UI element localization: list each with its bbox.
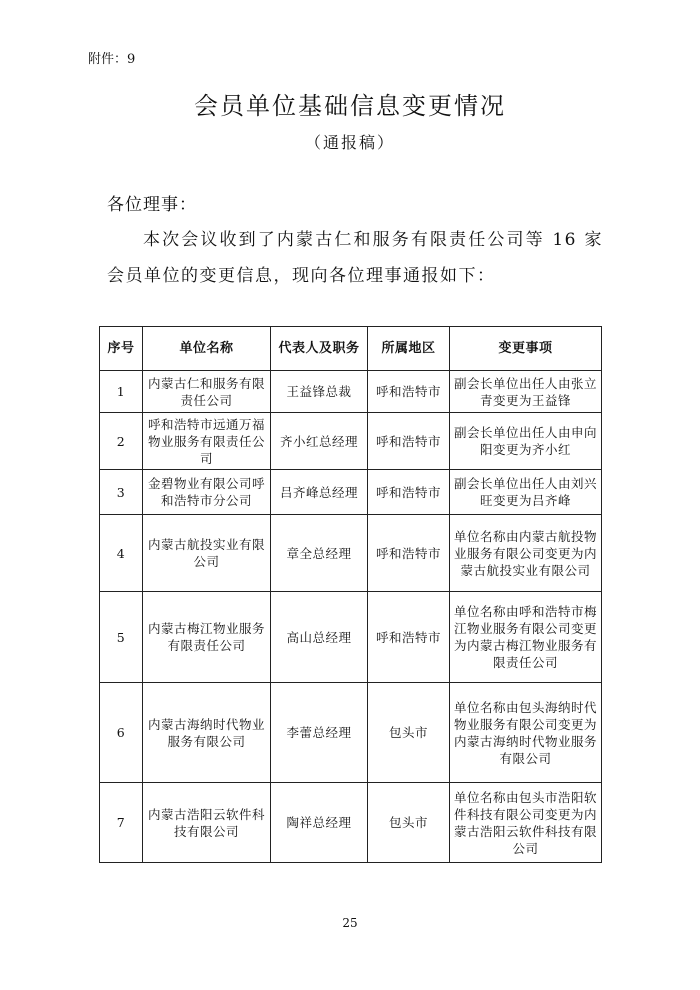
- change-item: 副会长单位出任人由刘兴旺变更为吕齐峰: [450, 470, 602, 515]
- representative: 李蕾总经理: [271, 683, 368, 783]
- unit-name: 内蒙古仁和服务有限责任公司: [143, 371, 271, 413]
- change-item: 单位名称由包头市浩阳软件科技有限公司变更为内蒙古浩阳云软件科技有限公司: [450, 783, 602, 863]
- change-item: 单位名称由呼和浩特市梅江物业服务有限公司变更为内蒙古梅江物业服务有限责任公司: [450, 592, 602, 683]
- representative: 吕齐峰总经理: [271, 470, 368, 515]
- column-header-change: 变更事项: [450, 327, 602, 371]
- column-header-representative: 代表人及职务: [271, 327, 368, 371]
- area: 包头市: [368, 683, 450, 783]
- representative: 王益锋总裁: [271, 371, 368, 413]
- member-change-table: [99, 326, 602, 863]
- row-number: 1: [100, 371, 143, 413]
- change-item: 单位名称由包头海纳时代物业服务有限公司变更为内蒙古海纳时代物业服务有限公司: [450, 683, 602, 783]
- greeting: 各位理事：: [107, 195, 197, 215]
- table-row: [100, 413, 602, 470]
- page-number: 25: [342, 916, 358, 930]
- intro-paragraph: 本次会议收到了内蒙古仁和服务有限责任公司等 16 家会员单位的变更信息，现向各位理事通报如下：: [107, 230, 603, 286]
- table-row: [100, 371, 602, 413]
- representative: 高山总经理: [271, 592, 368, 683]
- area: 呼和浩特市: [368, 413, 450, 470]
- representative: 齐小红总经理: [271, 413, 368, 470]
- change-item: 副会长单位出任人由张立青变更为王益锋: [450, 371, 602, 413]
- unit-name: 内蒙古浩阳云软件科技有限公司: [143, 783, 271, 863]
- row-number: 4: [100, 515, 143, 592]
- unit-name: 金碧物业有限公司呼和浩特市分公司: [143, 470, 271, 515]
- row-number: 5: [100, 592, 143, 683]
- row-number: 7: [100, 783, 143, 863]
- unit-name: 呼和浩特市远通万福物业服务有限责任公司: [143, 413, 271, 470]
- change-item: 单位名称由内蒙古航投物业服务有限公司变更为内蒙古航投实业有限公司: [450, 515, 602, 592]
- area: 呼和浩特市: [368, 470, 450, 515]
- attachment-label: 附件：9: [88, 52, 136, 67]
- column-header-no: 序号: [100, 327, 143, 371]
- unit-name: 内蒙古航投实业有限公司: [143, 515, 271, 592]
- document-subtitle: （通报稿）: [304, 133, 395, 152]
- table-row: [100, 683, 602, 783]
- area: 呼和浩特市: [368, 371, 450, 413]
- area: 呼和浩特市: [368, 515, 450, 592]
- representative: 陶祥总经理: [271, 783, 368, 863]
- table-row: [100, 783, 602, 863]
- table-row: [100, 592, 602, 683]
- unit-name: 内蒙古海纳时代物业服务有限公司: [143, 683, 271, 783]
- change-item: 副会长单位出任人由申向阳变更为齐小红: [450, 413, 602, 470]
- row-number: 2: [100, 413, 143, 470]
- table-row: [100, 470, 602, 515]
- representative: 章全总经理: [271, 515, 368, 592]
- row-number: 6: [100, 683, 143, 783]
- table-row: [100, 515, 602, 592]
- table-header-row: [100, 327, 602, 371]
- row-number: 3: [100, 470, 143, 515]
- area: 包头市: [368, 783, 450, 863]
- column-header-area: 所属地区: [368, 327, 450, 371]
- unit-name: 内蒙古梅江物业服务有限责任公司: [143, 592, 271, 683]
- area: 呼和浩特市: [368, 592, 450, 683]
- column-header-name: 单位名称: [143, 327, 271, 371]
- document-title: 会员单位基础信息变更情况: [194, 92, 506, 120]
